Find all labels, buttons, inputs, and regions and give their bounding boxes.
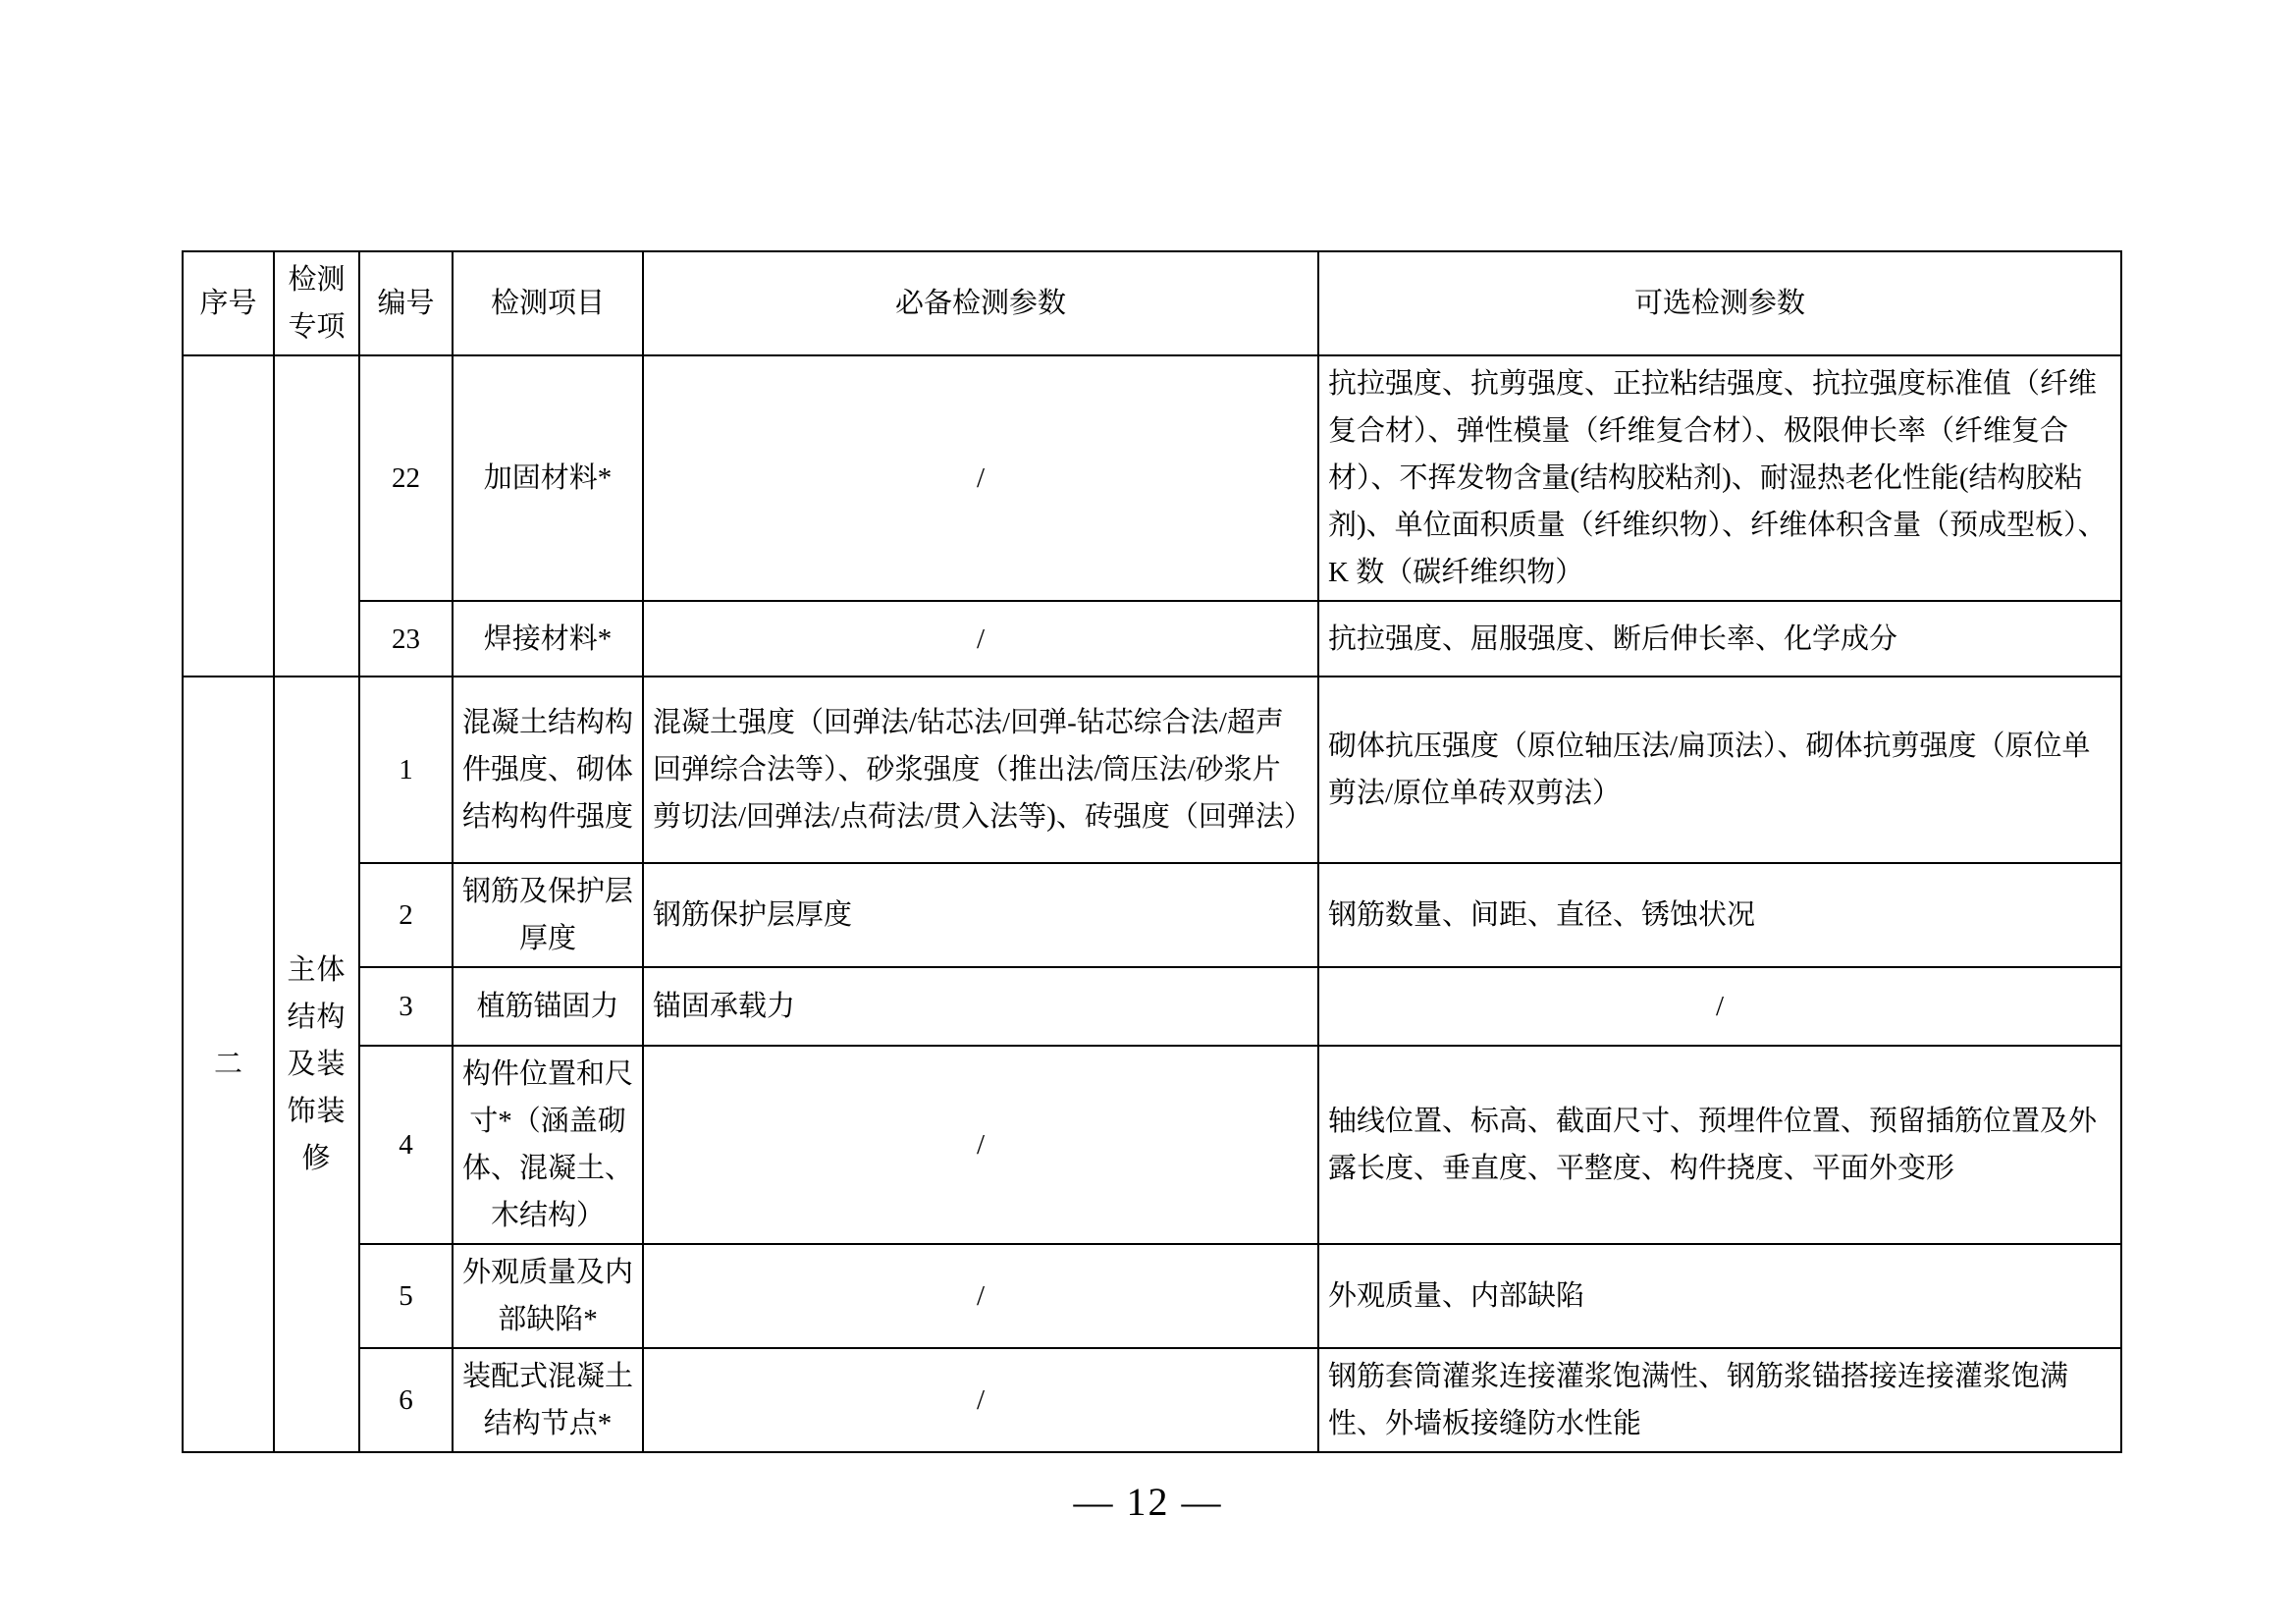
- table-row: [183, 1244, 2121, 1348]
- cell-required-params: /: [643, 355, 1318, 601]
- cell-number: 5: [359, 1244, 453, 1348]
- cell-required-params: /: [643, 1244, 1318, 1348]
- cell-required-params: 混凝土强度（回弹法/钻芯法/回弹-钻芯综合法/超声回弹综合法等）、砂浆强度（推出法/筒压法/砂浆片剪切法/回弹法/点荷法/贯入法等)、砖强度（回弹法）: [643, 677, 1318, 863]
- cell-optional-params: 钢筋数量、间距、直径、锈蚀状况: [1318, 863, 2121, 967]
- cell-optional-params: 钢筋套筒灌浆连接灌浆饱满性、钢筋浆锚搭接连接灌浆饱满性、外墙板接缝防水性能: [1318, 1348, 2121, 1452]
- cell-item: 焊接材料*: [453, 601, 643, 677]
- page-number: — 12 —: [1073, 1480, 1223, 1524]
- table-row: [183, 1046, 2121, 1244]
- cell-optional-params: /: [1318, 967, 2121, 1046]
- cell-optional-params: 抗拉强度、抗剪强度、正拉粘结强度、抗拉强度标准值（纤维复合材）、弹性模量（纤维复合材）、极限伸长率（纤维复合材）、不挥发物含量(结构胶粘剂)、耐湿热老化性能(结构胶粘剂)、单位面积质量（纤维织物）、纤维体积含量（预成型板）、K 数（碳纤维织物）: [1318, 355, 2121, 601]
- cell-item: 加固材料*: [453, 355, 643, 601]
- table-row: [183, 967, 2121, 1046]
- cell-serial-2: 二: [183, 677, 274, 1452]
- cell-optional-params: 外观质量、内部缺陷: [1318, 1244, 2121, 1348]
- cell-item: 植筋锚固力: [453, 967, 643, 1046]
- cell-required-params: 锚固承载力: [643, 967, 1318, 1046]
- cell-number: 6: [359, 1348, 453, 1452]
- col-header-item: 检测项目: [453, 251, 643, 355]
- col-header-optional-params: 可选检测参数: [1318, 251, 2121, 355]
- table-row: [183, 1348, 2121, 1452]
- cell-number: 2: [359, 863, 453, 967]
- col-header-required-params: 必备检测参数: [643, 251, 1318, 355]
- table-row: [183, 863, 2121, 967]
- cell-serial-cont: [183, 355, 274, 677]
- col-header-specialty: 检测专项: [274, 251, 359, 355]
- cell-number: 23: [359, 601, 453, 677]
- cell-item: 外观质量及内部缺陷*: [453, 1244, 643, 1348]
- col-header-serial: 序号: [183, 251, 274, 355]
- cell-number: 4: [359, 1046, 453, 1244]
- cell-item: 钢筋及保护层厚度: [453, 863, 643, 967]
- cell-required-params: /: [643, 1046, 1318, 1244]
- table-row: [183, 355, 2121, 601]
- cell-specialty-cont: [274, 355, 359, 677]
- cell-required-params: /: [643, 601, 1318, 677]
- header-row: [183, 251, 2121, 355]
- cell-optional-params: 砌体抗压强度（原位轴压法/扁顶法）、砌体抗剪强度（原位单剪法/原位单砖双剪法）: [1318, 677, 2121, 863]
- cell-required-params: 钢筋保护层厚度: [643, 863, 1318, 967]
- cell-item: 混凝土结构构件强度、砌体结构构件强度: [453, 677, 643, 863]
- cell-number: 3: [359, 967, 453, 1046]
- inspection-parameters-table: [182, 250, 2122, 1453]
- cell-required-params: /: [643, 1348, 1318, 1452]
- table-row: [183, 677, 2121, 863]
- cell-specialty-main-structure: 主体结构及装饰装修: [274, 677, 359, 1452]
- table-row: [183, 601, 2121, 677]
- cell-item: 装配式混凝土结构节点*: [453, 1348, 643, 1452]
- cell-number: 22: [359, 355, 453, 601]
- cell-optional-params: 抗拉强度、屈服强度、断后伸长率、化学成分: [1318, 601, 2121, 677]
- cell-item: 构件位置和尺寸*（涵盖砌体、混凝土、木结构）: [453, 1046, 643, 1244]
- col-header-number: 编号: [359, 251, 453, 355]
- cell-optional-params: 轴线位置、标高、截面尺寸、预埋件位置、预留插筋位置及外露长度、垂直度、平整度、构件挠度、平面外变形: [1318, 1046, 2121, 1244]
- cell-number: 1: [359, 677, 453, 863]
